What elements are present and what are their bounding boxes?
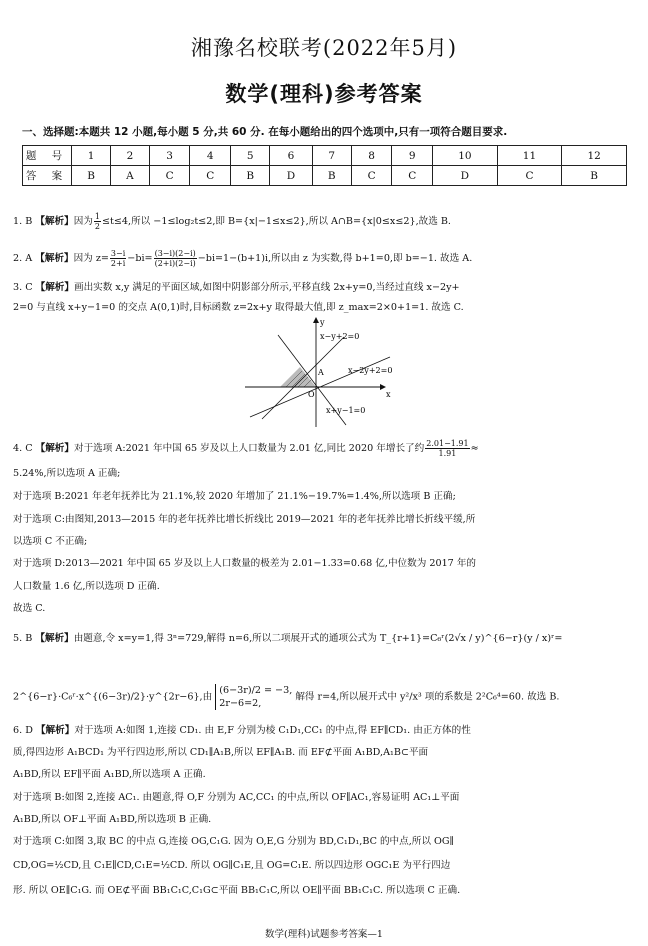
fraction (110, 249, 126, 268)
table-cell: 3 (149, 146, 190, 166)
y-axis-arrow (313, 317, 319, 323)
question-label: 3. C (13, 282, 33, 293)
table-cell: 2 (111, 146, 150, 166)
solution-q5-line2 (13, 684, 635, 710)
solution-q3-line1 (13, 282, 635, 294)
table-cell: 8 (351, 146, 392, 166)
analysis-tag: 【解析】 (35, 633, 74, 644)
solution-text: 对于选项 A:2021 年中国 65 岁及以上人口数量为 2.01 亿,同比 2020 年增长了约 (73, 443, 425, 454)
table-cell: 12 (562, 146, 627, 166)
analysis-tag: 【解析】 (35, 216, 74, 227)
solution-q6-line2: 质,得四边形 A₁BCD₁ 为平行四边形,所以 CD₁∥A₁B,所以 EF∥A₁B. 而 EF⊄平面 A₁BD,A₁B⊂平面 (13, 747, 429, 758)
solution-q4-line1 (13, 439, 635, 458)
analysis-tag: 【解析】 (35, 282, 74, 293)
equation-1: (6−3r)/2 = −3, (219, 685, 293, 696)
solution-text: ≈ (470, 443, 479, 454)
label-line2: x−2y+2=0 (348, 366, 393, 375)
analysis-tag: 【解析】 (35, 725, 75, 736)
fraction (425, 439, 469, 458)
solution-q6-line8: 形. 所以 OE∥C₁G. 而 OE⊄平面 BB₁C₁C,C₁G⊂平面 BB₁C₁C,所以 OE∥平面 BB₁C₁C. 所以选项 C 正确. (13, 885, 461, 896)
table-cell: 1 (72, 146, 111, 166)
question-label: 1. B (13, 216, 33, 227)
section-heading: 一、选择题:本题共 12 小题,每小题 5 分,共 60 分. 在每小题给出的四个选项中,只有一项符合题目要求. (22, 126, 508, 138)
question-label: 5. B (13, 633, 33, 644)
table-cell: A (111, 166, 150, 186)
label-y-axis: y (320, 318, 325, 327)
solution-text: 由题意,令 x=y=1,得 3ⁿ=729,解得 n=6,所以二项展开式的通项公式为 T_{r+1}=C₆ʳ(2√x / y)^{6−r}(y / x)ʳ= (73, 633, 563, 644)
table-cell: B (72, 166, 111, 186)
table-cell: B (562, 166, 627, 186)
label-point-a: A (318, 368, 324, 377)
table-cell: B (231, 166, 270, 186)
solution-text: 对于选项 A:如图 1,连接 CD₁. 由 E,F 分别为棱 C₁D₁,CC₁ 的中点,得 EF∥CD₁. 由正方体的性 (74, 725, 471, 736)
solution-q4-line8: 故选 C. (13, 603, 46, 614)
table-cell: C (351, 166, 392, 186)
solution-text: 因为 (73, 216, 93, 227)
table-cell: 11 (497, 146, 562, 166)
solution-q4-line7: 人口数量 1.6 亿,所以选项 D 正确. (13, 581, 160, 592)
table-header-cell: 题 号 (23, 146, 72, 166)
analysis-tag: 【解析】 (35, 253, 74, 264)
fraction-denominator: 2+i (110, 259, 126, 268)
solution-q4-line3: 对于选项 B:2021 年老年抚养比为 21.1%,较 2020 年增加了 21.1%−19.7%=1.4%,所以选项 B 正确; (13, 491, 456, 502)
solution-text: ≤t≤4,所以 −1≤log₂t≤2,即 B={x|−1≤x≤2},所以 A∩B={x|0≤x≤2},故选 B. (101, 216, 451, 227)
page-subtitle: 数学(理科)参考答案 (225, 82, 423, 106)
solution-q3-line2: 2=0 与直线 x+y−1=0 的交点 A(0,1)时,目标函数 z=2x+y 取得最大值,即 z_max=2×0+1=1. 故选 C. (13, 302, 464, 313)
table-cell: C (149, 166, 190, 186)
solution-text: 画出实数 x,y 满足的平面区域,如图中阴影部分所示,平移直线 2x+y=0,当经过直线 x−2y+ (73, 282, 460, 293)
answer-table-row-numbers (23, 146, 627, 166)
fraction-numerator: (3−i)(2−i) (154, 249, 196, 258)
solution-text: −bi=1−(b+1)i,所以由 z 为实数,得 b+1=0,即 b=−1. 故选 A. (197, 253, 473, 264)
solution-text: 2^{6−r}·C₆ʳ·x^{(6−3r)/2}·y^{2r−6},由 (13, 691, 213, 703)
label-line3: x+y−1=0 (326, 406, 366, 415)
fraction-denominator: 2 (94, 222, 100, 231)
fraction (154, 249, 197, 268)
fraction-numerator: 1 (94, 212, 100, 221)
table-cell: 5 (231, 146, 270, 166)
solution-q2 (13, 249, 635, 268)
table-header-cell: 答 案 (23, 166, 72, 186)
table-cell: 9 (392, 146, 433, 166)
label-line1: x−y+2=0 (320, 332, 360, 341)
fraction-numerator: 3−i (110, 249, 126, 258)
question-label: 6. D (13, 725, 33, 736)
table-cell: 10 (433, 146, 498, 166)
table-cell: D (270, 166, 312, 186)
feasible-region-graph (240, 317, 400, 429)
label-x-axis: x (386, 390, 391, 399)
table-cell: B (312, 166, 351, 186)
fraction-denominator: 1.91 (438, 449, 457, 458)
table-cell: D (433, 166, 498, 186)
solution-q6-line4: 对于选项 B:如图 2,连接 AC₁. 由题意,得 O,F 分别为 AC,CC₁ 的中点,所以 OF∥AC₁,容易证明 AC₁⊥平面 (13, 792, 460, 803)
solution-text: 解得 r=4,所以展开式中 y²/x³ 项的系数是 2²C₆⁴=60. 故选 B. (295, 691, 560, 703)
table-cell: C (497, 166, 562, 186)
solution-q6-line1 (13, 725, 635, 737)
fraction-denominator: (2+i)(2−i) (154, 259, 196, 268)
solution-q6-line5: A₁BD,所以 OF⊥平面 A₁BD,所以选项 B 正确. (13, 814, 212, 825)
page-footer: 数学(理科)试题参考答案—1 (265, 929, 383, 940)
table-cell: 7 (312, 146, 351, 166)
label-origin: O (308, 390, 315, 399)
solution-q4-line2: 5.24%,所以选项 A 正确; (13, 468, 121, 479)
solution-q6-line6: 对于选项 C:如图 3,取 BC 的中点 G,连接 OG,C₁G. 因为 O,E,G 分别为 BD,C₁D₁,BC 的中点,所以 OG∥ (13, 836, 454, 847)
solution-q4-line6: 对于选项 D:2013—2021 年中国 65 岁及以上人口数量的极差为 2.01−1.33=0.68 亿,中位数为 2017 年的 (13, 558, 477, 569)
solution-text: −bi= (127, 253, 153, 264)
analysis-tag: 【解析】 (35, 443, 74, 454)
page-title: 湘豫名校联考(2022年5月) (190, 36, 458, 60)
fraction (94, 212, 101, 231)
fraction-numerator: 2.01−1.91 (426, 439, 469, 448)
solution-q6-line7: CD,OG=½CD,且 C₁E∥CD,C₁E=½CD. 所以 OG∥C₁E,且 OG=C₁E. 所以四边形 OGC₁E 为平行四边 (13, 860, 451, 871)
solution-q4-line5: 以选项 C 不正确; (13, 536, 88, 547)
answer-table (22, 145, 627, 186)
answer-table-row-answers (23, 166, 627, 186)
question-label: 2. A (13, 253, 33, 264)
table-cell: 4 (190, 146, 231, 166)
table-cell: C (392, 166, 433, 186)
solution-q5-line1 (13, 633, 635, 645)
equation-system (215, 684, 292, 710)
table-cell: 6 (270, 146, 312, 166)
solution-q6-line3: A₁BD,所以 EF∥平面 A₁BD,所以选项 A 正确. (13, 769, 206, 780)
solution-text: 因为 z= (73, 253, 109, 264)
solution-q1 (13, 212, 635, 231)
solution-q4-line4: 对于选项 C:由图知,2013—2015 年的老年抚养比增长折线比 2019—2021 年的老年抚养比增长折线平缓,所 (13, 514, 476, 525)
question-label: 4. C (13, 443, 33, 454)
table-cell: C (190, 166, 231, 186)
equation-2: 2r−6=2, (219, 698, 262, 709)
